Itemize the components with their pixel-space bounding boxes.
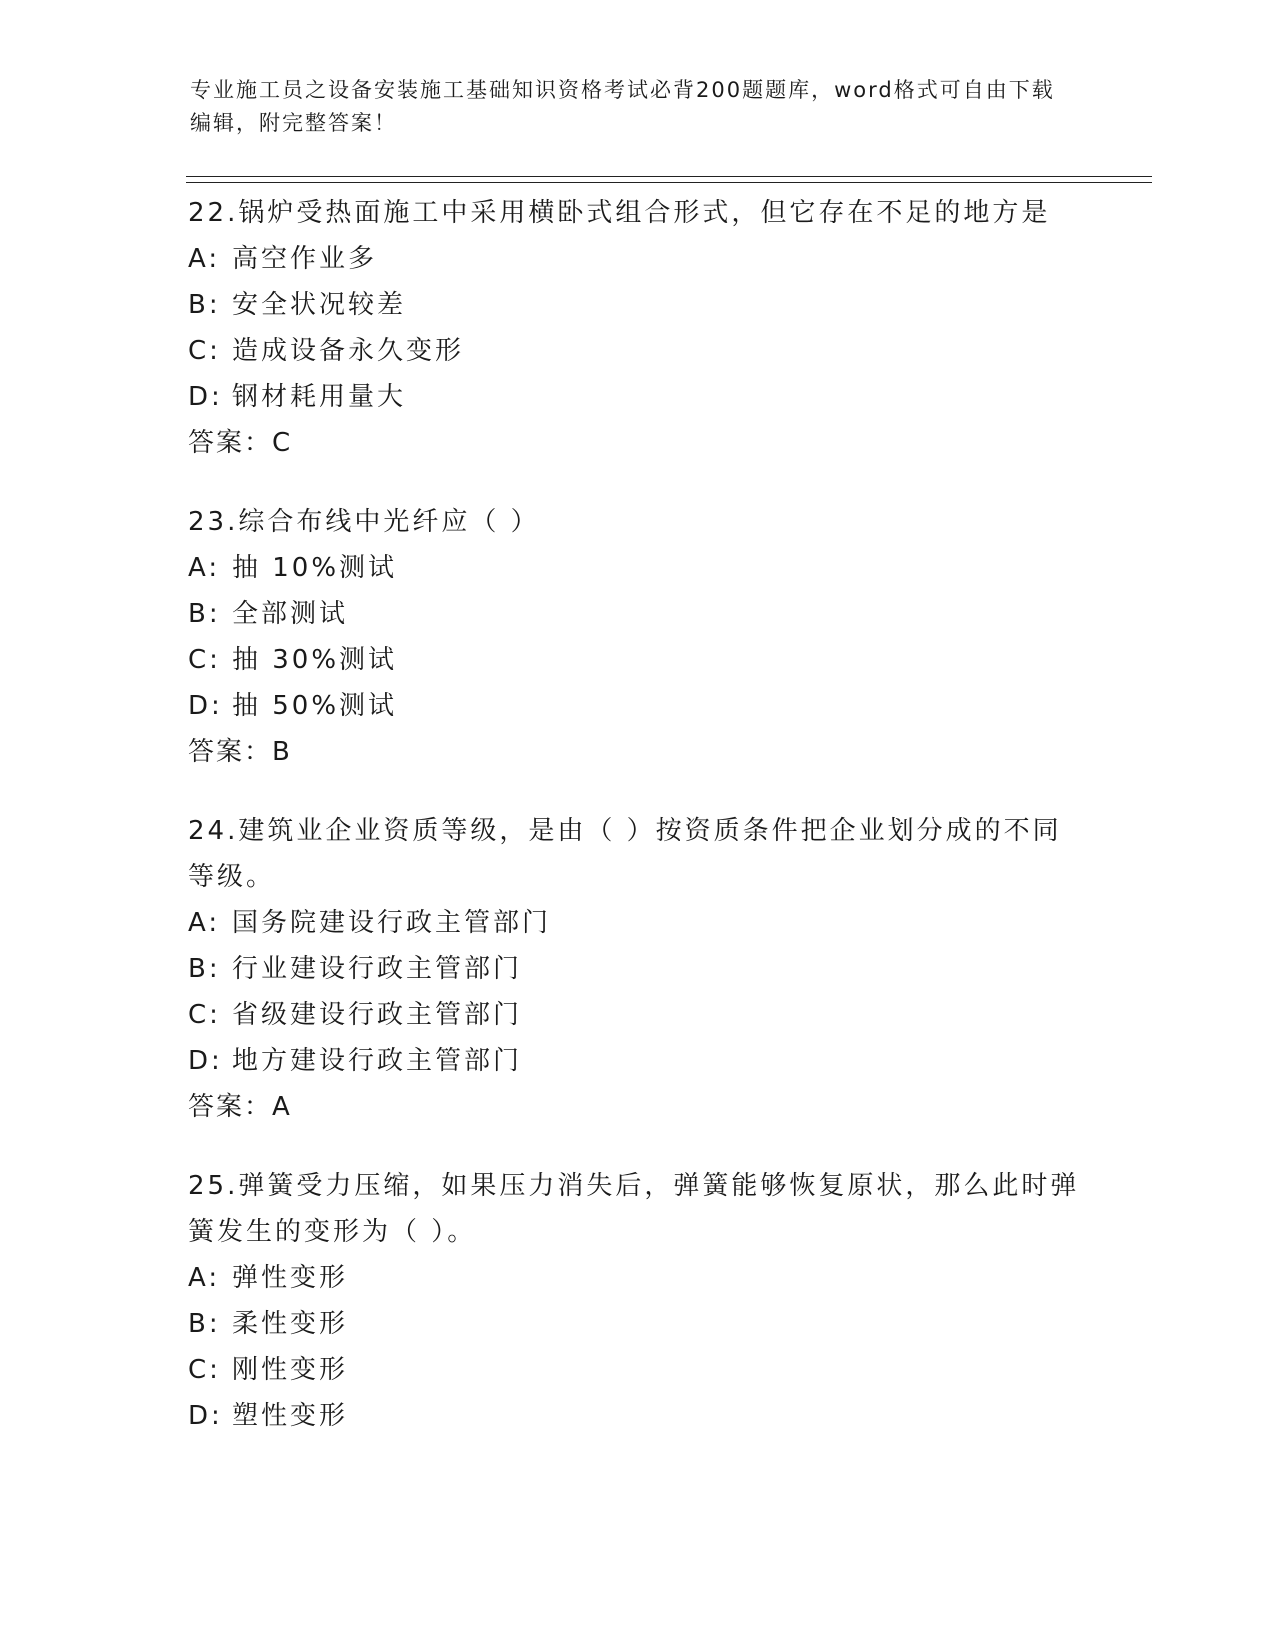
option-c — [188, 637, 1088, 683]
option-text: 刚性变形 — [232, 1355, 349, 1385]
option-text: 地方建设行政主管部门 — [232, 1046, 523, 1076]
option-text: 抽 10%测试 — [232, 553, 398, 583]
option-letter: A: — [188, 553, 221, 583]
question-text: 22.锅炉受热面施工中采用横卧式组合形式，但它存在不足的地方是 — [188, 198, 1051, 228]
option-letter: D: — [188, 1046, 223, 1076]
option-text: 塑性变形 — [232, 1401, 349, 1431]
option-letter: A: — [188, 908, 221, 938]
option-b — [188, 282, 1088, 328]
option-text: 省级建设行政主管部门 — [232, 1000, 523, 1030]
answer-line: 答案：A — [188, 1092, 292, 1122]
option-text: 安全状况较差 — [232, 290, 407, 320]
option-letter: C: — [188, 336, 221, 366]
option-letter: B: — [188, 1309, 221, 1339]
option-text: 弹性变形 — [232, 1263, 349, 1293]
option-letter: D: — [188, 382, 223, 412]
option-text: 抽 30%测试 — [232, 645, 398, 675]
header-rule-top — [186, 176, 1152, 177]
option-letter: A: — [188, 1263, 221, 1293]
question-list — [188, 190, 1088, 1472]
option-letter: C: — [188, 1000, 221, 1030]
option-letter: C: — [188, 1355, 221, 1385]
question-text: 25.弹簧受力压缩，如果压力消失后，弹簧能够恢复原状，那么此时弹簧发生的变形为（ ）。 — [188, 1171, 1080, 1247]
option-c — [188, 328, 1088, 374]
header-rule-bottom — [186, 182, 1152, 183]
option-text: 钢材耗用量大 — [232, 382, 407, 412]
option-b — [188, 591, 1088, 637]
option-letter: D: — [188, 691, 223, 721]
document-header: 专业施工员之设备安装施工基础知识资格考试必背200题题库，word格式可自由下载编辑，附完整答案！ — [190, 78, 1055, 135]
option-d — [188, 1393, 1088, 1439]
option-letter: B: — [188, 290, 221, 320]
option-letter: A: — [188, 244, 221, 274]
option-text: 抽 50%测试 — [232, 691, 398, 721]
option-d — [188, 683, 1088, 729]
question-23 — [188, 499, 1088, 775]
option-text: 造成设备永久变形 — [232, 336, 465, 366]
option-text: 行业建设行政主管部门 — [232, 954, 523, 984]
question-24 — [188, 808, 1088, 1130]
option-b — [188, 1301, 1088, 1347]
option-text: 国务院建设行政主管部门 — [232, 908, 552, 938]
option-a — [188, 1255, 1088, 1301]
option-d — [188, 1038, 1088, 1084]
option-d — [188, 374, 1088, 420]
option-letter: B: — [188, 599, 221, 629]
question-25 — [188, 1163, 1088, 1439]
option-a — [188, 900, 1088, 946]
option-a — [188, 545, 1088, 591]
option-letter: B: — [188, 954, 221, 984]
option-text: 全部测试 — [232, 599, 349, 629]
question-text: 24.建筑业企业资质等级，是由（ ）按资质条件把企业划分成的不同等级。 — [188, 816, 1062, 892]
answer-line: 答案：C — [188, 428, 293, 458]
option-c — [188, 992, 1088, 1038]
option-c — [188, 1347, 1088, 1393]
option-b — [188, 946, 1088, 992]
question-22 — [188, 190, 1088, 466]
option-text: 高空作业多 — [232, 244, 378, 274]
answer-line: 答案：B — [188, 737, 292, 767]
option-text: 柔性变形 — [232, 1309, 349, 1339]
option-letter: C: — [188, 645, 221, 675]
question-text: 23.综合布线中光纤应（ ） — [188, 507, 540, 537]
option-letter: D: — [188, 1401, 223, 1431]
option-a — [188, 236, 1088, 282]
